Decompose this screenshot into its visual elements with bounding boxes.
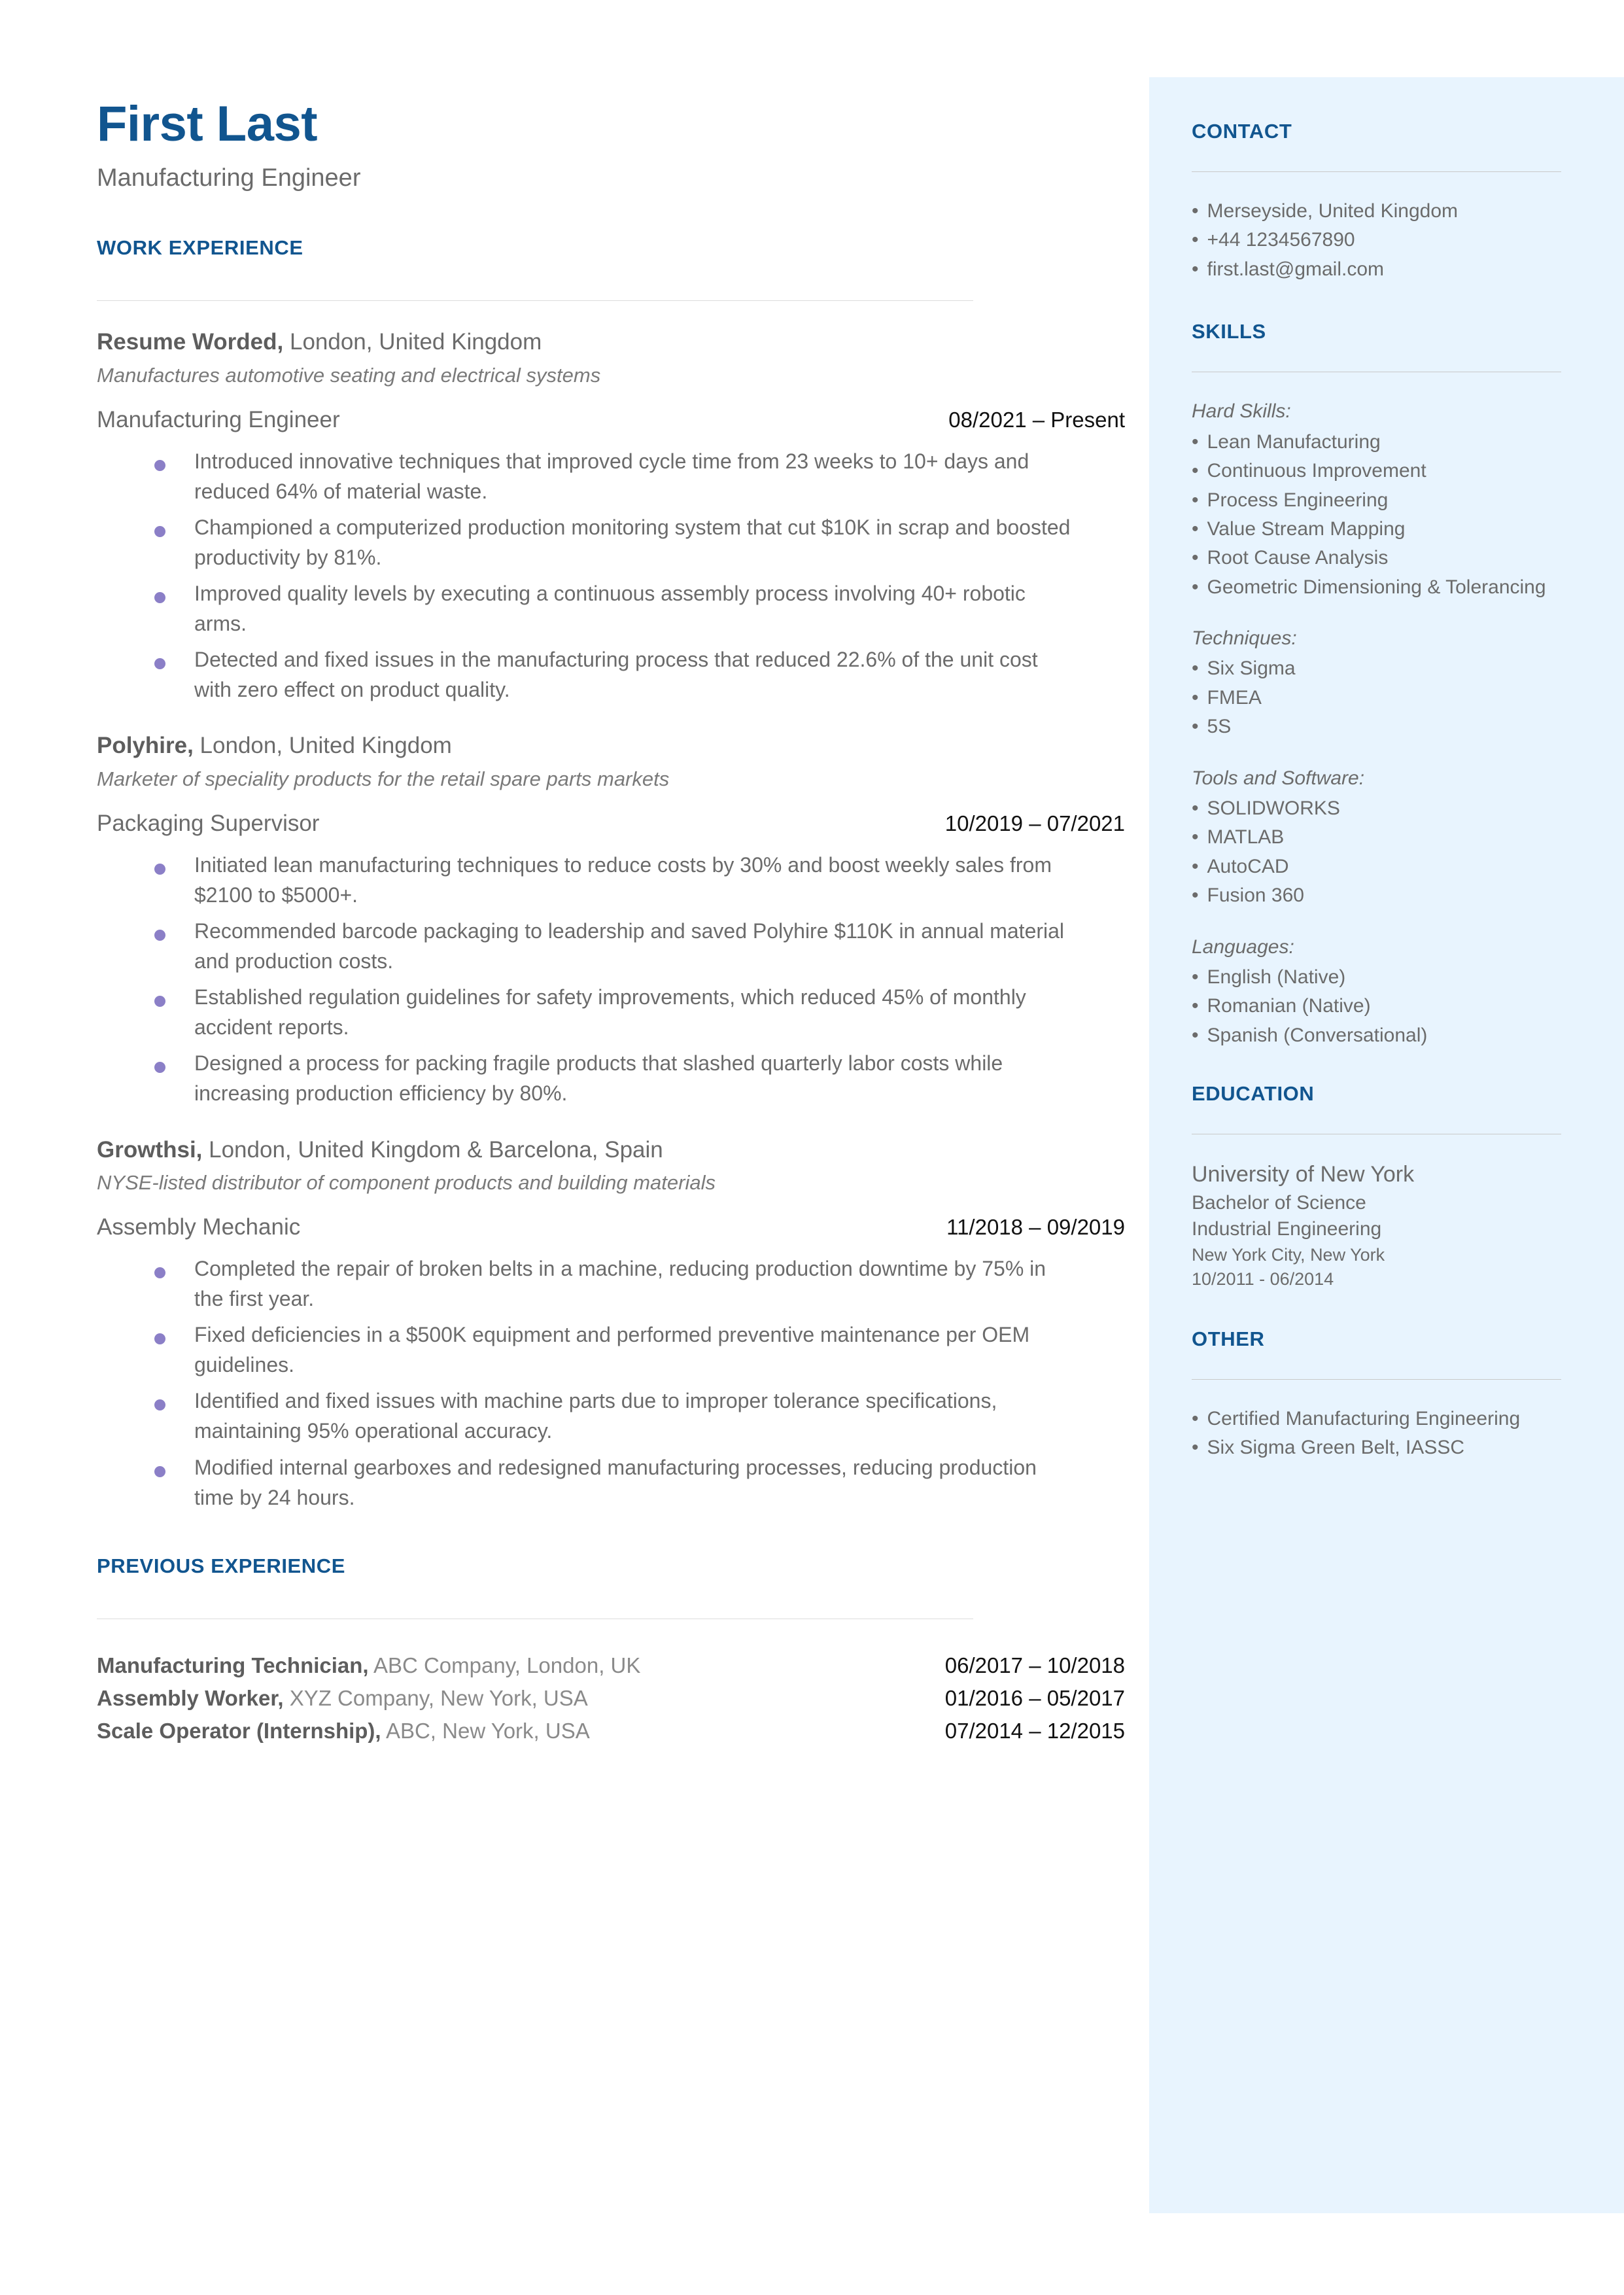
previous-role-detail: ABC, New York, USA	[381, 1719, 590, 1743]
bullet-dot-icon: •	[1192, 686, 1199, 709]
job-bullet-item	[97, 850, 1130, 910]
skills-group	[1192, 624, 1587, 742]
work-experience-entry	[97, 731, 1130, 1108]
skill-item-label: MATLAB	[1207, 826, 1285, 849]
job-bullet-item	[97, 578, 1130, 639]
skill-item	[1192, 684, 1587, 712]
bullet-marker-icon	[154, 996, 165, 1007]
skill-item	[1192, 712, 1587, 741]
bullet-dot-icon: •	[1192, 966, 1199, 988]
bullet-marker-icon	[154, 592, 165, 603]
job-bullet-text: Fixed deficiencies in a $500K equipment and performed preventive maintenance per OEM guidelines.	[194, 1323, 1030, 1377]
previous-role	[97, 1682, 588, 1715]
skill-item	[1192, 794, 1587, 823]
previous-role	[97, 1649, 640, 1682]
sidebar-heading-contact: CONTACT	[1192, 120, 1292, 143]
contact-item-label: first.last@gmail.com	[1207, 258, 1385, 280]
job-bullet-text: Introduced innovative techniques that improved cycle time from 23 weeks to 10+ days and reduced 64% of material waste.	[194, 449, 1029, 503]
skill-item-label: Romanian (Native)	[1207, 995, 1371, 1017]
job-bullet-item	[97, 1386, 1130, 1446]
previous-experience-list	[97, 1649, 1130, 1747]
work-experience-entry	[97, 1135, 1130, 1513]
education-dates: 10/2011 - 06/2014	[1192, 1269, 1334, 1289]
skill-item	[1192, 963, 1587, 992]
bullet-dot-icon: •	[1192, 229, 1199, 251]
bullet-marker-icon	[154, 864, 165, 875]
table-row	[97, 1682, 1125, 1715]
contact-item	[1192, 255, 1587, 284]
bullet-dot-icon: •	[1192, 489, 1199, 511]
job-company-name: Polyhire,	[97, 733, 194, 759]
job-bullet-text: Championed a computerized production monitoring system that cut $10K in scrap and boosted productivity by 81%.	[194, 515, 1071, 569]
bullet-dot-icon: •	[1192, 258, 1199, 280]
skill-item	[1192, 428, 1587, 457]
contact-item-label: Merseyside, United Kingdom	[1207, 200, 1459, 222]
skill-item	[1192, 486, 1587, 515]
job-bullet-item	[97, 1048, 1130, 1108]
table-row	[97, 1649, 1125, 1682]
previous-role-title: Assembly Worker,	[97, 1685, 284, 1710]
skill-item-label: Root Cause Analysis	[1207, 547, 1389, 569]
job-bullet-list	[97, 1253, 1130, 1513]
job-bullet-text: Identified and fixed issues with machine parts due to improper tolerance specifications, maintaining 95% operational accuracy.	[194, 1389, 997, 1443]
skills-list	[1192, 397, 1587, 1050]
job-bullet-text: Modified internal gearboxes and redesigned manufacturing processes, reducing production time by 24 hours.	[194, 1455, 1037, 1509]
contact-item-label: +44 1234567890	[1207, 229, 1355, 251]
sidebar-divider-contact	[1192, 171, 1561, 172]
job-dates: 08/2021 – Present	[948, 407, 1125, 432]
job-bullet-list	[97, 850, 1130, 1109]
bullet-dot-icon: •	[1192, 517, 1199, 540]
bullet-dot-icon: •	[1192, 1407, 1199, 1429]
job-company-description: NYSE-listed distributor of component products and building materials	[97, 1171, 716, 1195]
skills-group-label: Hard Skills:	[1192, 400, 1291, 423]
job-bullet-item	[97, 512, 1130, 572]
previous-role-title: Manufacturing Technician,	[97, 1653, 369, 1677]
previous-role-detail: XYZ Company, New York, USA	[283, 1685, 588, 1710]
job-bullet-item	[97, 446, 1130, 506]
bullet-dot-icon: •	[1192, 460, 1199, 482]
job-bullet-list	[97, 446, 1130, 705]
other-item	[1192, 1405, 1587, 1433]
job-bullet-text: Established regulation guidelines for safety improvements, which reduced 45% of monthly accident reports.	[194, 985, 1026, 1040]
skill-item-label: Value Stream Mapping	[1207, 517, 1406, 540]
bullet-dot-icon: •	[1192, 716, 1199, 738]
table-row	[97, 1715, 1125, 1747]
bullet-marker-icon	[154, 930, 165, 941]
skill-item	[1192, 992, 1587, 1021]
bullet-marker-icon	[154, 526, 165, 537]
job-bullet-text: Detected and fixed issues in the manufacturing process that reduced 22.6% of the unit cost with zero effect on product quality.	[194, 648, 1038, 702]
bullet-dot-icon: •	[1192, 1437, 1199, 1459]
education-field: Industrial Engineering	[1192, 1218, 1382, 1240]
job-location: London, United Kingdom	[283, 329, 542, 355]
page-title: First Last	[97, 96, 318, 152]
job-bullet-text: Recommended barcode packaging to leadership and saved Polyhire $110K in annual material and production costs.	[194, 919, 1065, 973]
section-heading-work-experience: WORK EXPERIENCE	[97, 236, 303, 260]
bullet-marker-icon	[154, 1466, 165, 1477]
job-bullet-text: Designed a process for packing fragile products that slashed quarterly labor costs while increasing production efficiency by 80%.	[194, 1051, 1003, 1106]
previous-role-dates: 07/2014 – 12/2015	[944, 1719, 1125, 1743]
job-dates: 11/2018 – 09/2019	[946, 1215, 1125, 1240]
contact-item	[1192, 226, 1587, 254]
job-bullet-item	[97, 644, 1130, 705]
job-bullet-item	[97, 1320, 1130, 1380]
bullet-dot-icon: •	[1192, 200, 1199, 222]
skills-group-label: Tools and Software:	[1192, 767, 1365, 789]
job-company	[97, 327, 1130, 357]
bullet-marker-icon	[154, 1062, 165, 1073]
skill-item	[1192, 573, 1587, 602]
previous-role-dates: 01/2016 – 05/2017	[944, 1685, 1125, 1710]
bullet-dot-icon: •	[1192, 1024, 1199, 1046]
job-company	[97, 1135, 1130, 1165]
education-degree: Bachelor of Science	[1192, 1191, 1366, 1214]
skill-item-label: 5S	[1207, 716, 1232, 738]
job-company	[97, 731, 1130, 761]
job-bullet-text: Improved quality levels by executing a continuous assembly process involving 40+ robotic arms.	[194, 582, 1026, 636]
job-bullet-text: Initiated lean manufacturing techniques to reduce costs by 30% and boost weekly sales from $2100 to $5000+.	[194, 852, 1052, 907]
bullet-marker-icon	[154, 1399, 165, 1410]
bullet-marker-icon	[154, 1333, 165, 1344]
skill-item-label: Lean Manufacturing	[1207, 430, 1381, 453]
skill-item	[1192, 515, 1587, 544]
work-experience-entry	[97, 327, 1130, 705]
bullet-dot-icon: •	[1192, 885, 1199, 907]
job-bullet-item	[97, 982, 1130, 1042]
other-list	[1192, 1405, 1587, 1463]
education-location: New York City, New York	[1192, 1245, 1385, 1265]
job-title: Manufacturing Engineer	[97, 406, 340, 432]
job-title-row	[97, 809, 1125, 838]
skills-group-label: Languages:	[1192, 936, 1294, 958]
other-item-label: Six Sigma Green Belt, IASSC	[1207, 1437, 1465, 1459]
skill-item-label: Six Sigma	[1207, 657, 1296, 680]
skill-item	[1192, 654, 1587, 683]
job-company-description: Manufactures automotive seating and electrical systems	[97, 363, 601, 387]
skill-item-label: FMEA	[1207, 686, 1262, 709]
bullet-dot-icon: •	[1192, 657, 1199, 680]
skill-item	[1192, 881, 1587, 910]
job-dates: 10/2019 – 07/2021	[944, 811, 1125, 836]
job-title: Assembly Mechanic	[97, 1214, 301, 1240]
bullet-dot-icon: •	[1192, 855, 1199, 877]
job-location: London, United Kingdom & Barcelona, Spain	[202, 1136, 663, 1163]
previous-role-detail: ABC Company, London, UK	[368, 1653, 641, 1677]
sidebar-heading-other: OTHER	[1192, 1327, 1265, 1350]
skill-item	[1192, 457, 1587, 485]
skill-item-label: Continuous Improvement	[1207, 460, 1426, 482]
job-bullet-item	[97, 916, 1130, 976]
skills-group	[1192, 397, 1587, 602]
bullet-dot-icon: •	[1192, 576, 1199, 598]
bullet-dot-icon: •	[1192, 826, 1199, 849]
skills-group	[1192, 933, 1587, 1051]
skill-item-label: SOLIDWORKS	[1207, 797, 1340, 820]
skill-item	[1192, 544, 1587, 572]
sidebar-heading-skills: SKILLS	[1192, 320, 1266, 343]
job-role-subtitle: Manufacturing Engineer	[97, 164, 361, 192]
bullet-marker-icon	[154, 658, 165, 669]
work-experience-list	[97, 327, 1130, 1513]
contact-list	[1192, 197, 1587, 284]
previous-role	[97, 1715, 590, 1747]
skill-item	[1192, 852, 1587, 881]
job-company-name: Growthsi,	[97, 1136, 203, 1163]
skill-item-label: Spanish (Conversational)	[1207, 1024, 1428, 1046]
bullet-marker-icon	[154, 460, 165, 471]
job-title-row	[97, 406, 1125, 434]
bullet-dot-icon: •	[1192, 547, 1199, 569]
skill-item-label: Fusion 360	[1207, 885, 1304, 907]
other-item-label: Certified Manufacturing Engineering	[1207, 1407, 1521, 1429]
job-bullet-text: Completed the repair of broken belts in a machine, reducing production downtime by 75% in the first year.	[194, 1257, 1046, 1311]
job-company-name: Resume Worded,	[97, 329, 284, 355]
sidebar	[1149, 77, 1624, 2213]
skill-item	[1192, 1021, 1587, 1050]
job-bullet-item	[97, 1253, 1130, 1314]
skill-item	[1192, 823, 1587, 852]
education-entry	[1192, 1159, 1587, 1291]
previous-role-dates: 06/2017 – 10/2018	[944, 1653, 1125, 1677]
job-title: Packaging Supervisor	[97, 811, 320, 837]
contact-item	[1192, 197, 1587, 226]
bullet-dot-icon: •	[1192, 430, 1199, 453]
other-item	[1192, 1433, 1587, 1462]
skills-group	[1192, 764, 1587, 911]
skill-item-label: AutoCAD	[1207, 855, 1289, 877]
skills-group-label: Techniques:	[1192, 627, 1297, 650]
sidebar-divider-other	[1192, 1379, 1561, 1380]
main-column	[97, 98, 1130, 1747]
education-school: University of New York	[1192, 1162, 1415, 1187]
section-divider-work-experience	[97, 300, 973, 301]
bullet-dot-icon: •	[1192, 797, 1199, 820]
bullet-marker-icon	[154, 1267, 165, 1278]
job-company-description: Marketer of speciality products for the retail spare parts markets	[97, 767, 670, 790]
section-heading-previous-experience: PREVIOUS EXPERIENCE	[97, 1554, 346, 1577]
previous-role-title: Scale Operator (Internship),	[97, 1719, 381, 1743]
skill-item-label: Geometric Dimensioning & Tolerancing	[1207, 576, 1546, 598]
bullet-dot-icon: •	[1192, 995, 1199, 1017]
skill-item-label: English (Native)	[1207, 966, 1346, 988]
job-location: London, United Kingdom	[193, 733, 452, 759]
job-title-row	[97, 1213, 1125, 1242]
job-bullet-item	[97, 1452, 1130, 1513]
sidebar-heading-education: EDUCATION	[1192, 1082, 1315, 1106]
skill-item-label: Process Engineering	[1207, 489, 1389, 511]
